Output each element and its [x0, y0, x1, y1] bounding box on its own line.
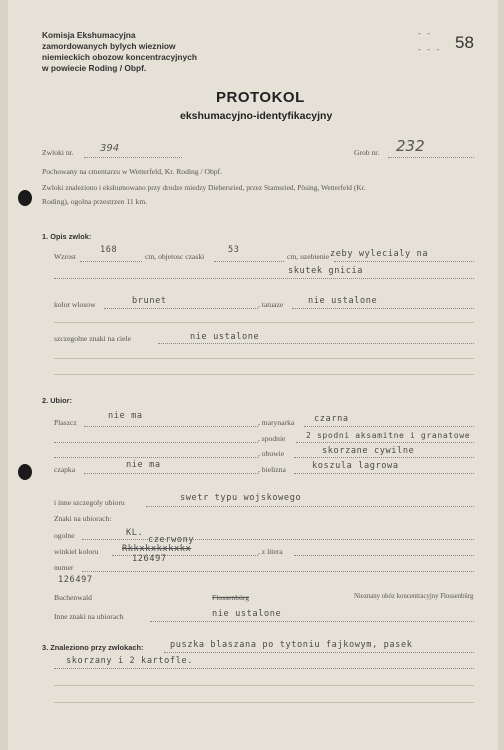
punch-hole-top: [18, 190, 32, 206]
plaszcz-value: nie ma: [108, 411, 143, 421]
ogolne-value: KL.: [126, 528, 144, 538]
header-line-1: Komisja Ekshumacyjna: [42, 30, 136, 40]
uzebienie-value-1: zeby wylecialy na: [330, 249, 429, 259]
winkiel-value-struck: Rkkxkxkxkxkx: [122, 544, 192, 554]
znaleziono-text-2: Roding), ogolna przestrzen 11 km.: [42, 197, 148, 206]
tatuaze-label: , tatuaze: [258, 300, 284, 309]
inne-szczegoly-value: swetr typu wojskowego: [180, 493, 302, 503]
szczegolne-znaki-label: szczegolne znaki na ciele: [54, 334, 131, 343]
inne-znaki-label: Inne znaki na ubiorach: [54, 612, 124, 621]
winkiel-value-top: czerwony: [148, 535, 195, 545]
marynarka-value: czarna: [314, 414, 349, 424]
bielizna-value: koszula lagrowa: [312, 461, 399, 471]
obuwie-value: skorzane cywilne: [322, 446, 415, 456]
section-2-heading: 2. Ubior:: [42, 396, 72, 405]
corner-mark-top: - -: [418, 28, 433, 38]
z-litera-label: , z litera: [258, 547, 283, 556]
section-3-value-2: skorzany i 2 kartofle.: [66, 656, 194, 666]
nieznany-oboz-label: Nieznany obóz koncentracyjny Flossenbürg: [354, 593, 474, 600]
inne-znaki-value: nie ustalone: [212, 609, 282, 619]
szczegolne-znaki-value: nie ustalone: [190, 332, 260, 342]
ogolne-label: ogolne: [54, 531, 75, 540]
flossenburg-label: Flossenbürg: [212, 593, 249, 602]
header-line-4: w powiecie Roding / Obpf.: [42, 63, 147, 73]
zwloki-value: 394: [100, 143, 120, 154]
corner-mark-bottom: - - -: [418, 44, 442, 54]
section-1-heading: 1. Opis zwlok:: [42, 232, 92, 241]
bielizna-label: , bielizna: [258, 465, 286, 474]
tatuaze-value: nie ustalone: [308, 296, 378, 306]
section-3-heading: 3. Znaleziono przy zwlokach:: [42, 643, 144, 652]
grob-value: 232: [396, 137, 425, 155]
plaszcz-label: Plaszcz: [54, 418, 77, 427]
wzrost-label: Wzrost: [54, 252, 76, 261]
czapka-label: czapka: [54, 465, 76, 474]
znaleziono-text-1: Zwloki znaleziono i ekshumowano przy drodze miedzy Diebersried, przez Stamsried, Pösing, Wetterfeld (Kr.: [42, 183, 366, 192]
uzebienie-value-2: skutek gnicia: [288, 266, 364, 276]
znaki-na-ubiorach-label: Znaki na ubiorach:: [54, 514, 112, 523]
spodnie-value: 2 spodni aksamitne i granatowe: [306, 430, 471, 440]
kolor-value: brunet: [132, 296, 167, 306]
objetosc-label: cm, objetosc czaski: [145, 252, 205, 261]
czaska-value: 53: [228, 245, 240, 255]
page-number: 58: [455, 33, 474, 52]
numer-value-1: 126497: [132, 554, 167, 564]
obuwie-label: , obuwie: [258, 449, 285, 458]
marynarka-label: , marynarka: [258, 418, 295, 427]
czapka-value: nie ma: [126, 460, 161, 470]
spodnie-label: , spodnie: [258, 434, 286, 443]
section-3-value-1: puszka blaszana po tytoniu fajkowym, pasek: [170, 640, 413, 650]
page-subtitle: ekshumacyjno-identyfikacyjny: [180, 110, 333, 122]
punch-hole-bottom: [18, 464, 32, 480]
buchenwald-label: Buchenwald: [54, 593, 92, 602]
winkiel-label: winkiel koloru: [54, 547, 99, 556]
zwloki-label: Zwloki nr.: [42, 148, 74, 157]
wzrost-value: 168: [100, 245, 118, 255]
numer-value-2: 126497: [58, 575, 93, 585]
header-line-2: zamordowanych bylych wiezniow: [42, 41, 176, 51]
uzebienie-label: cm, uzebienie: [287, 252, 330, 261]
header-line-3: niemieckich obozow koncentracyjnych: [42, 52, 197, 62]
inne-szczegoly-label: i inne szczegoly ubioru: [54, 498, 125, 507]
grob-label: Grob nr.: [354, 148, 380, 157]
kolor-label: kolor wlosow: [54, 300, 96, 309]
pochowany-text: Pochowany na cmentarzu w Wetterfeld, Kr. Roding / Obpf.: [42, 167, 222, 176]
numer-label: numer: [54, 563, 74, 572]
page-title: PROTOKOL: [216, 89, 305, 106]
